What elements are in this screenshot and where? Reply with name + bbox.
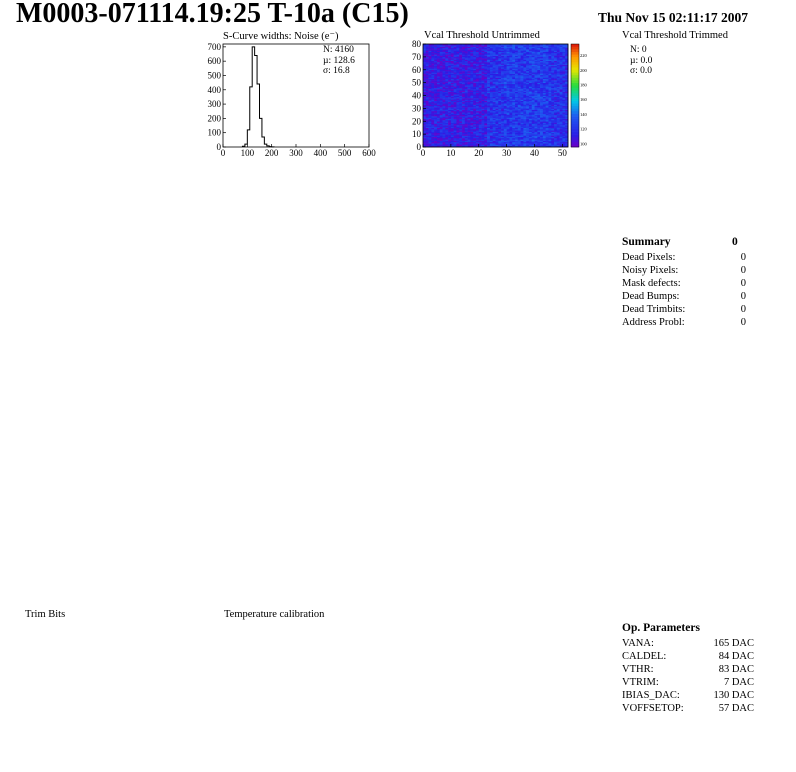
heatmap-y-tick-label: 0 xyxy=(416,142,421,152)
op-parameter-row xyxy=(622,651,754,664)
noise-plot-title: S-Curve widths: Noise (e⁻) xyxy=(223,31,339,42)
op-parameter-row xyxy=(622,664,754,677)
op-parameter-label: VOFFSETOP: xyxy=(622,703,684,714)
op-parameter-row xyxy=(622,690,754,703)
color-scale-tick-label: 160 xyxy=(580,97,587,103)
summary-title: Summary xyxy=(622,236,671,248)
summary-value: 0 xyxy=(740,265,746,276)
color-scale-tick-label: 100 xyxy=(580,141,587,147)
noise-stat-sigma: σ: 16.8 xyxy=(323,66,350,76)
trimmed-stat-sigma: σ: 0.0 xyxy=(630,66,653,76)
noise-x-tick-label: 100 xyxy=(240,148,255,158)
op-parameter-row xyxy=(622,638,754,651)
noise-x-tick-label: 300 xyxy=(289,148,303,158)
heatmap-y-tick-label: 20 xyxy=(412,116,421,127)
op-parameter-row xyxy=(622,703,754,716)
op-parameter-label: VTRIM: xyxy=(622,677,659,688)
noise-x-tick-label: 500 xyxy=(337,148,352,158)
summary-total: 0 xyxy=(732,236,738,248)
summary-value: 0 xyxy=(740,252,746,263)
noise-y-tick-label: 700 xyxy=(207,41,221,52)
noise-y-tick-label: 300 xyxy=(207,99,221,110)
noise-histogram-line xyxy=(242,47,274,147)
op-parameter-value: 84 DAC xyxy=(718,651,754,662)
heatmap-y-tick-label: 50 xyxy=(412,77,421,88)
threshold-heatmap xyxy=(405,40,595,165)
noise-y-tick-label: 400 xyxy=(207,84,221,95)
heatmap-y-tick-label: 70 xyxy=(412,51,421,62)
summary-label: Dead Pixels: xyxy=(622,252,676,263)
summary-value: 0 xyxy=(740,304,746,315)
summary-value: 0 xyxy=(740,278,746,289)
heatmap-y-tick-label: 10 xyxy=(412,129,421,140)
summary-row xyxy=(622,291,746,304)
noise-y-tick-label: 200 xyxy=(207,113,221,124)
heatmap-y-tick-label: 80 xyxy=(412,40,421,49)
heatmap-x-tick-label: 20 xyxy=(474,148,484,158)
noise-y-tick-label: 600 xyxy=(207,56,221,67)
color-scale-tick-label: 200 xyxy=(580,67,587,73)
noise-x-tick-label: 0 xyxy=(220,148,226,158)
op-parameter-value: 130 DAC xyxy=(713,690,754,701)
summary-value: 0 xyxy=(740,291,746,302)
heatmap-color-scale xyxy=(571,44,579,147)
noise-x-tick-label: 400 xyxy=(313,148,328,158)
noise-y-tick-label: 500 xyxy=(207,70,221,81)
op-parameter-label: CALDEL: xyxy=(622,651,667,662)
op-parameter-row xyxy=(622,677,754,690)
heatmap-x-tick-label: 40 xyxy=(530,148,540,158)
threshold-trimmed-title: Vcal Threshold Trimmed xyxy=(622,30,728,41)
op-parameters-table xyxy=(622,638,754,716)
summary-row xyxy=(622,265,746,278)
summary-table xyxy=(622,252,746,330)
noise-stat-n: N: 4160 xyxy=(323,45,354,55)
trim-bits-title: Trim Bits xyxy=(25,609,66,620)
op-parameter-value: 57 DAC xyxy=(718,703,754,714)
summary-row xyxy=(622,278,746,291)
heatmap-x-tick-label: 30 xyxy=(502,148,512,158)
noise-y-tick-label: 100 xyxy=(207,127,221,138)
summary-label: Address Probl: xyxy=(622,317,685,328)
summary-row xyxy=(622,317,746,330)
noise-x-tick-label: 600 xyxy=(362,148,376,158)
op-parameters-title: Op. Parameters xyxy=(622,622,700,634)
heatmap-y-tick-label: 40 xyxy=(412,90,421,101)
noise-y-tick-label: 0 xyxy=(216,142,221,152)
heatmap-y-tick-label: 30 xyxy=(412,103,421,114)
op-parameter-value: 165 DAC xyxy=(713,638,754,649)
threshold-untrimmed-title: Vcal Threshold Untrimmed xyxy=(424,30,540,41)
temperature-calibration-title: Temperature calibration xyxy=(224,609,325,620)
op-parameter-value: 7 DAC xyxy=(723,677,754,688)
trimmed-stat-mean: µ: 0.0 xyxy=(630,56,653,66)
heatmap-x-tick-label: 10 xyxy=(446,148,456,158)
noise-stat-mean: µ: 128.6 xyxy=(323,56,355,66)
heatmap-x-tick-label: 0 xyxy=(420,148,426,158)
summary-label: Dead Bumps: xyxy=(622,291,680,302)
summary-label: Noisy Pixels: xyxy=(622,265,679,276)
summary-label: Mask defects: xyxy=(622,278,681,289)
heatmap-cells xyxy=(423,44,568,147)
color-scale-tick-label: 180 xyxy=(580,82,587,88)
op-parameter-label: IBIAS_DAC: xyxy=(622,690,680,701)
summary-row xyxy=(622,304,746,317)
summary-row xyxy=(622,252,746,265)
heatmap-y-tick-label: 60 xyxy=(412,64,421,75)
noise-x-tick-label: 200 xyxy=(264,148,279,158)
heatmap-x-tick-label: 50 xyxy=(557,148,567,158)
summary-label: Dead Trimbits: xyxy=(622,304,686,315)
op-parameter-label: VANA: xyxy=(622,638,654,649)
date-stamp: Thu Nov 15 02:11:17 2007 xyxy=(598,10,749,25)
op-parameter-label: VTHR: xyxy=(622,664,654,675)
color-scale-tick-label: 140 xyxy=(580,111,587,117)
color-scale-tick-label: 120 xyxy=(580,126,587,132)
page-title: M0003-071114.19:25 T-10a (C15) xyxy=(16,0,409,29)
trimmed-stat-n: N: 0 xyxy=(630,45,647,55)
op-parameter-value: 83 DAC xyxy=(718,664,754,675)
color-scale-tick-label: 220 xyxy=(580,53,587,59)
summary-value: 0 xyxy=(740,317,746,328)
